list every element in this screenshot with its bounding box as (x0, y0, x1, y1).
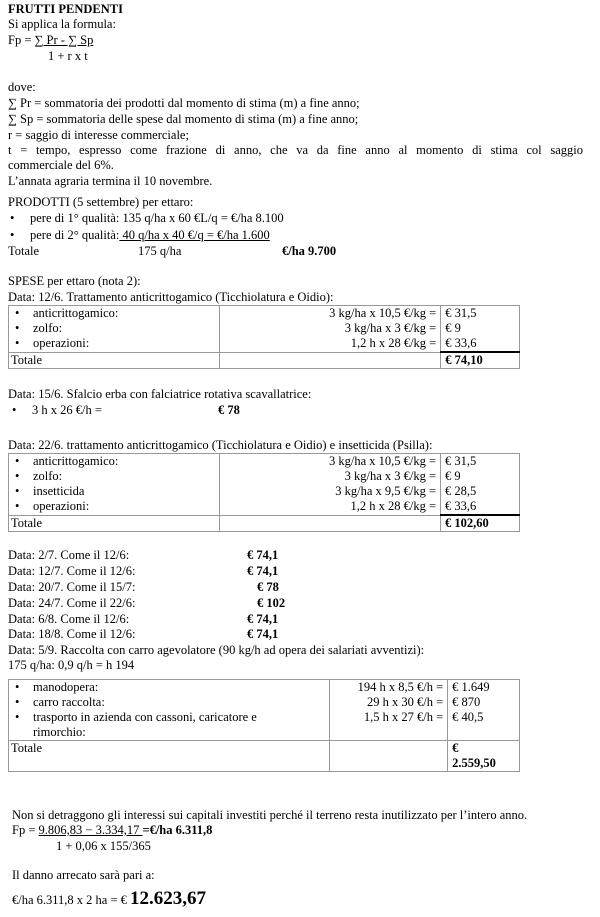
date-value: € 78 (257, 580, 279, 594)
table-cell-value: € 40,5 (448, 710, 520, 725)
prodotti-total-label: Totale (8, 244, 40, 258)
table-cell-value: € 31,5 (441, 454, 520, 470)
formula-1-lhs: Fp = (8, 33, 35, 47)
table-cell-calc: 3 kg/ha x 3 €/kg = (220, 469, 441, 484)
prodotti-heading: PRODOTTI (5 settembre) per ettaro: (8, 195, 194, 209)
date-label: Data: 24/7. Come il 22/6: (8, 596, 136, 610)
table-cell-label: • operazioni: (9, 499, 220, 515)
def-line: r = saggio di interesse commerciale; (8, 128, 189, 142)
table-cell-calc: 3 kg/ha x 10,5 €/kg = (220, 306, 441, 322)
formula-1 (8, 33, 93, 48)
final-result-value: 12.623,67 (130, 888, 207, 909)
t1-title: Data: 12/6. Trattamento anticrittogamico (Ticchiolatura e Oidio): (8, 290, 334, 304)
table-cell-label: • anticrittogamico: (9, 454, 220, 470)
table-trattamento-1 (8, 305, 520, 369)
date-value: € 74,1 (247, 627, 279, 641)
table-cell-calc: 29 h x 30 €/h = (330, 695, 448, 710)
date-value: € 74,1 (247, 548, 279, 562)
def-line: L’annata agraria termina il 10 novembre. (8, 174, 213, 188)
table-cell-label: • trasporto in azienda con cassoni, caricatore e (9, 710, 330, 725)
def-line: t = tempo, espresso come frazione di anno, che va da fine anno al momento di stima col saggio (8, 143, 583, 157)
prodotti-row (30, 228, 270, 243)
date-label: Data: 2/7. Come il 12/6: (8, 548, 130, 562)
formula-2-numerator: 9.806,83 − 3.334,17 (38, 823, 143, 837)
table-cell-value: € 33,6 (441, 499, 520, 515)
table-cell-value: € 33,6 (441, 336, 520, 352)
final-result (12, 888, 206, 911)
table-cell-label: • zolfo: (9, 321, 220, 336)
formula-2 (12, 823, 212, 838)
spese-heading: SPESE per ettaro (nota 2): (8, 274, 141, 288)
def-line: commerciale del 6%. (8, 158, 114, 172)
table-trattamento-2 (8, 453, 520, 532)
table-cell-calc: 1,2 h x 28 €/kg = (220, 336, 441, 352)
table-cell-value: € 28,5 (441, 484, 520, 499)
sfalcio-row: • 3 h x 26 €/h = (32, 403, 102, 418)
table-total-value: € 74,10 (441, 352, 520, 369)
table-raccolta (8, 679, 520, 772)
table-cell-label: • insetticida (9, 484, 220, 499)
table-cell-calc: 3 kg/ha x 9,5 €/kg = (220, 484, 441, 499)
prodotti-row-value: 40 q/ha x 40 €/q = €/ha 1.600 (119, 228, 270, 242)
page-title: FRUTTI PENDENTI (8, 2, 123, 16)
conclusion-note: Non si detraggono gli interessi sui capitali investiti perché il terreno resta inutilizzato per l’intero anno. (12, 808, 528, 822)
table-cell-calc: 1,5 h x 27 €/h = (330, 710, 448, 725)
prodotti-row-label: pere di 2° qualità: (30, 228, 120, 242)
prodotti-total-qty: 175 q/ha (138, 244, 182, 258)
table-cell-label: • manodopera: (9, 680, 330, 696)
raccolta-sub: 175 q/ha: 0,9 q/h = h 194 (8, 658, 135, 672)
date-label: Data: 20/7. Come il 15/7: (8, 580, 136, 594)
formula-1-numerator: ∑ Pr - ∑ Sp (34, 33, 94, 47)
table-cell-value: € 9 (441, 321, 520, 336)
table-total-label: Totale (9, 352, 220, 369)
table-total-amount: 2.559,50 (452, 756, 496, 770)
date-value: € 74,1 (247, 564, 279, 578)
table-total-label: Totale (9, 741, 330, 772)
table-cell-value: € 870 (448, 695, 520, 710)
formula-2-result: =€/ha 6.311,8 (142, 823, 213, 837)
table-cell-label: • anticrittogamico: (9, 306, 220, 322)
table-cell-empty (330, 741, 448, 772)
table-cell-label: • zolfo: (9, 469, 220, 484)
final-result-lhs: €/ha 6.311,8 x 2 ha = € (12, 893, 127, 907)
table-cell-label-cont: rimorchio: (9, 725, 330, 741)
table-cell-calc: 3 kg/ha x 10,5 €/kg = (220, 454, 441, 470)
date-label: Data: 12/7. Come il 12/6: (8, 564, 136, 578)
dove-label: dove: (8, 80, 36, 94)
table-cell-empty (448, 725, 520, 741)
table-cell-empty (330, 725, 448, 741)
table-cell-value: € 9 (441, 469, 520, 484)
table-total-label: Totale (9, 515, 220, 532)
table-cell-calc: 1,2 h x 28 €/kg = (220, 499, 441, 515)
date-value: € 74,1 (247, 612, 279, 626)
sfalcio-value: € 78 (218, 403, 240, 417)
table-cell-value: € 31,5 (441, 306, 520, 322)
table-total-value (448, 741, 520, 772)
def-line: ∑ Pr = sommatoria dei prodotti dal momento di stima (m) a fine anno; (8, 96, 360, 110)
table-total-currency: € (452, 741, 459, 755)
raccolta-title: Data: 5/9. Raccolta con carro agevolatore (90 kg/h ad opera dei salariati avventizi): (8, 643, 425, 657)
table-cell-calc: 194 h x 8,5 €/h = (330, 680, 448, 696)
table-cell-label: • carro raccolta: (9, 695, 330, 710)
date-value: € 102 (257, 596, 286, 610)
table-cell-empty (220, 515, 441, 532)
prodotti-total-value: €/ha 9.700 (282, 244, 337, 258)
table-total-value: € 102,60 (441, 515, 520, 532)
prodotti-row: • pere di 1° qualità: 135 q/ha x 60 €L/q = €/ha 8.100 (30, 211, 284, 226)
table-cell-empty (220, 352, 441, 369)
table-cell-label: • operazioni: (9, 336, 220, 352)
def-line: ∑ Sp = sommatoria delle spese dal momento di stima (m) a fine anno; (8, 112, 359, 126)
formula-2-lhs: Fp = (12, 823, 39, 837)
danno-label: Il danno arrecato sarà pari a: (12, 868, 155, 882)
formula-1-denominator: 1 + r x t (48, 49, 88, 63)
date-label: Data: 18/8. Come il 12/6: (8, 627, 136, 641)
t2-title: Data: 22/6. trattamento anticrittogamico (Ticchiolatura e Oidio) e insetticida (Psilla): (8, 438, 433, 452)
sfalcio-title: Data: 15/6. Sfalcio erba con falciatrice rotativa scavallatrice: (8, 387, 312, 401)
formula-2-denominator: 1 + 0,06 x 155/365 (56, 839, 151, 853)
table-cell-value: € 1.649 (448, 680, 520, 696)
intro-text: Si applica la formula: (8, 17, 116, 31)
table-cell-calc: 3 kg/ha x 3 €/kg = (220, 321, 441, 336)
date-label: Data: 6/8. Come il 12/6: (8, 612, 130, 626)
